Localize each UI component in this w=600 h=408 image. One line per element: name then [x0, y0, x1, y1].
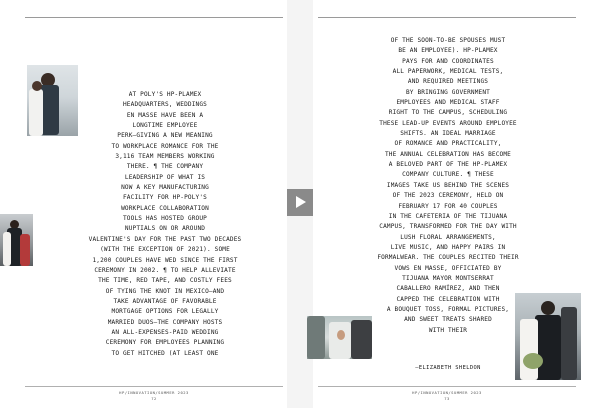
article-line: OF ROMANCE AND PRACTICALITY, — [394, 140, 502, 148]
article-column-left — [60, 90, 270, 359]
page-number-left: 72 — [151, 396, 157, 401]
author-signature: —ELIZABETH SHELDON — [415, 365, 481, 371]
article-line: WITH THEIR — [428, 326, 468, 334]
article-line: NOW A KEY MANUFACTURING — [121, 184, 209, 192]
article-line: CAPPED THE CELEBRATION WITH — [396, 295, 500, 303]
article-line: NUPTIALS ON OR AROUND — [124, 225, 206, 233]
article-line: EMPLOYEES AND MEDICAL STAFF — [396, 99, 500, 107]
bottom-rule-right — [318, 386, 576, 387]
couple-photo-mid-left — [0, 214, 33, 266]
article-line: SHIFTS. AN IDEAL MARRIAGE — [400, 130, 496, 138]
article-line: AT POLY'S HP-PLAMEX — [128, 91, 202, 98]
top-rule-left — [25, 17, 283, 18]
article-line: FORMALWEAR. THE COUPLES RECITED THEIR — [377, 254, 519, 262]
article-line: CEREMONY FOR EMPLOYEES PLANNING — [105, 339, 225, 347]
article-line: TOOLS HAS HOSTED GROUP — [122, 215, 207, 223]
article-column-right — [328, 36, 568, 336]
article-line: A BELOVED PART OF THE HP-PLAMEX — [388, 161, 508, 169]
article-line: VALENTINE'S DAY FOR THE PAST TWO DECADES — [88, 235, 242, 243]
article-line: THERE. ¶ THE COMPANY — [126, 163, 204, 171]
article-line: BY BRINGING GOVERNMENT — [405, 88, 490, 96]
article-line: BE AN EMPLOYEE). HP-PLAMEX — [398, 47, 498, 55]
article-line: 3,116 TEAM MEMBERS WORKING — [115, 153, 215, 161]
page-number-right: 73 — [444, 396, 450, 401]
article-line: PAYS FOR AND COORDINATES — [402, 57, 494, 65]
article-line: EN MASSE HAVE BEEN A — [126, 111, 204, 119]
article-line: THE ANNUAL CELEBRATION HAS BECOME — [384, 150, 512, 158]
article-line: AN ALL-EXPENSES-PAID WEDDING — [111, 328, 219, 336]
article-line: LONGTIME EMPLOYEE — [132, 122, 198, 130]
article-line: CAMPUS, TRANSFORMED FOR THE DAY WITH — [379, 223, 517, 231]
play-button[interactable] — [287, 189, 313, 216]
article-line: TAKE ADVANTAGE OF FAVORABLE — [113, 297, 217, 305]
article-line: COMPANY CULTURE. ¶ THESE — [402, 171, 494, 179]
article-line: LIVE MUSIC, AND HAPPY PAIRS IN — [390, 243, 506, 251]
article-line: VOWS EN MASSE, OFFICIATED BY — [394, 264, 502, 272]
article-line: THESE LEAD-UP EVENTS AROUND EMPLOYEE — [379, 119, 517, 127]
article-line: AND SWEET TREATS SHARED — [404, 316, 492, 324]
article-line: CEREMONY IN 2002. ¶ TO HELP ALLEVIATE — [94, 266, 236, 274]
article-line: WORKPLACE COLLABORATION — [121, 204, 209, 212]
article-line: FACILITY FOR HP-POLY'S — [122, 194, 207, 202]
play-icon — [296, 196, 306, 208]
article-line: TIJUANA MAYOR MONTSERRAT — [402, 274, 494, 282]
article-line: IN THE CAFETERIA OF THE TIJUANA — [388, 212, 508, 220]
article-line: TO GET HITCHED (AT LEAST ONE — [111, 349, 219, 357]
top-rule-right — [318, 17, 576, 18]
article-line: FEBRUARY 17 FOR 40 COUPLES — [398, 202, 498, 210]
article-line: LEADERSHIP OF WHAT IS — [124, 173, 206, 181]
article-line: RIGHT TO THE CAMPUS, SCHEDULING — [388, 109, 508, 117]
article-line: CABALLERO RAMÍREZ, AND THEN — [396, 285, 500, 293]
footer-left — [25, 390, 283, 401]
article-line: LUSH FLORAL ARRANGEMENTS, — [400, 233, 496, 241]
article-line: AND REQUIRED MEETINGS — [407, 78, 489, 86]
article-line: MARRIED DUOS—THE COMPANY HOSTS — [107, 318, 223, 326]
footer-right — [318, 390, 576, 401]
article-line: (WITH THE EXCEPTION OF 2021). SOME — [100, 246, 230, 254]
article-line: IMAGES TAKE US BEHIND THE SCENES — [386, 181, 510, 189]
article-line: 1,200 COUPLES HAVE WED SINCE THE FIRST — [92, 256, 238, 264]
article-line: ALL PAPERWORK, MEDICAL TESTS, — [392, 68, 504, 76]
footer-publication: HP/INNOVATION/SUMMER 2023 — [119, 390, 189, 395]
article-line: OF THE SOON-TO-BE SPOUSES MUST — [390, 37, 506, 44]
article-line: HEADQUARTERS, WEDDINGS — [122, 101, 207, 109]
article-line: OF THE 2023 CEREMONY, HELD ON — [392, 192, 504, 200]
article-line: A BOUQUET TOSS, FORMAL PICTURES, — [386, 305, 510, 313]
article-line: THE TIME, RED TAPE, AND COSTLY FEES — [98, 277, 232, 285]
article-line: MORTGAGE OPTIONS FOR LEGALLY — [111, 308, 219, 316]
article-line: PERK—GIVING A NEW MEANING — [117, 132, 213, 140]
footer-publication: HP/INNOVATION/SUMMER 2023 — [412, 390, 482, 395]
bottom-rule-left — [25, 386, 283, 387]
article-line: TO WORKPLACE ROMANCE FOR THE — [111, 142, 219, 150]
article-line: OF TYING THE KNOT IN MEXICO—AND — [105, 287, 225, 295]
